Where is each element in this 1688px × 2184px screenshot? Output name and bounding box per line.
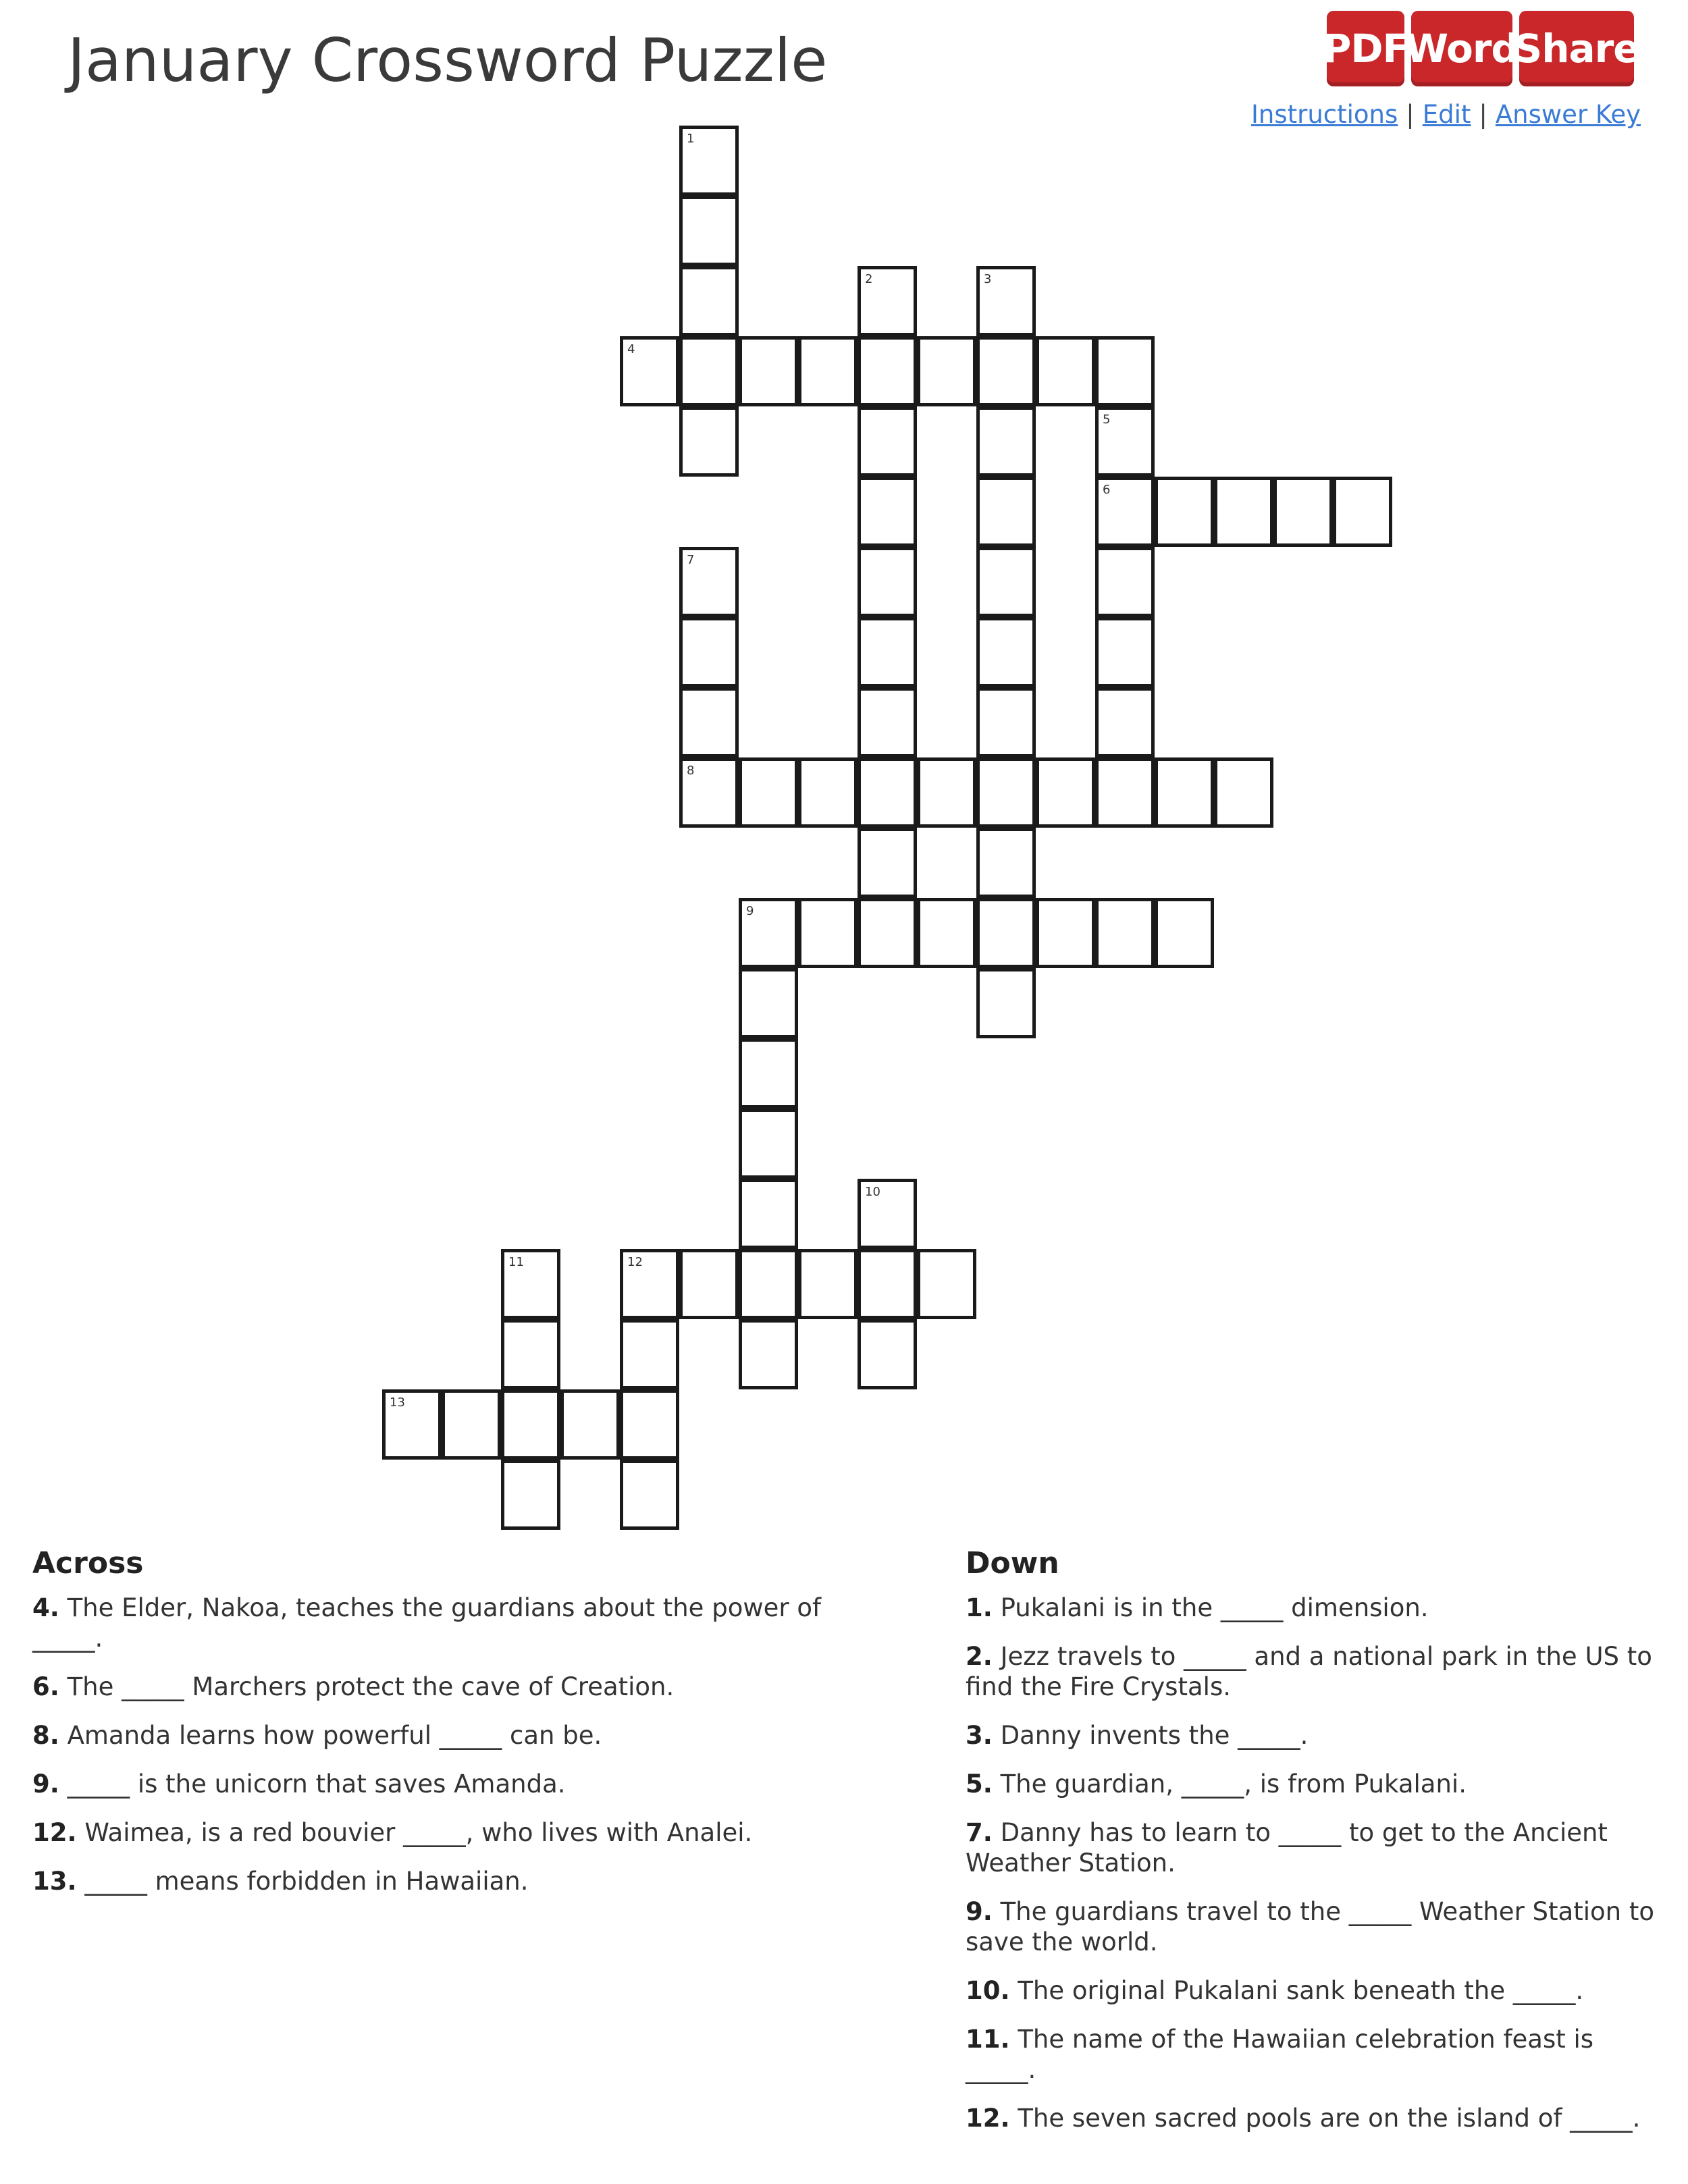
clue-number: 11. bbox=[966, 2025, 1010, 2054]
crossword-cell[interactable] bbox=[620, 1460, 679, 1530]
crossword-cell[interactable] bbox=[1036, 336, 1095, 406]
crossword-cell[interactable] bbox=[858, 898, 917, 968]
crossword-cell[interactable] bbox=[620, 1389, 679, 1460]
down-clue bbox=[966, 1896, 1668, 1957]
crossword-cell[interactable] bbox=[501, 1460, 560, 1530]
clue-text: Waimea, is a red bouvier _____, who lives with Analei. bbox=[84, 1818, 753, 1847]
word-button[interactable]: Word bbox=[1411, 11, 1512, 86]
clue-text: Danny has to learn to _____ to get to the Ancient Weather Station. bbox=[966, 1818, 1608, 1877]
crossword-cell[interactable] bbox=[798, 898, 858, 968]
crossword-cell[interactable] bbox=[798, 1249, 858, 1319]
clue-number: 2. bbox=[966, 1642, 993, 1671]
cell-number: 10 bbox=[865, 1185, 880, 1199]
clue-number: 8. bbox=[32, 1721, 59, 1750]
crossword-cell[interactable] bbox=[382, 1389, 442, 1460]
crossword-cell[interactable] bbox=[1095, 406, 1155, 477]
instructions-link[interactable]: Instructions bbox=[1250, 100, 1398, 129]
crossword-cell[interactable] bbox=[976, 757, 1036, 828]
cell-number: 6 bbox=[1103, 483, 1111, 497]
crossword-cell[interactable] bbox=[1095, 617, 1155, 687]
crossword-cell[interactable] bbox=[501, 1249, 560, 1319]
crossword-cell[interactable] bbox=[858, 1249, 917, 1319]
page-title: January Crossword Puzzle bbox=[68, 26, 828, 95]
down-clue bbox=[966, 2024, 1668, 2085]
cell-number: 1 bbox=[687, 132, 695, 146]
crossword-cell[interactable] bbox=[442, 1389, 501, 1460]
crossword-cell[interactable] bbox=[1333, 477, 1392, 547]
clue-text: _____ means forbidden in Hawaiian. bbox=[84, 1867, 529, 1896]
crossword-cell[interactable] bbox=[858, 406, 917, 477]
clue-number: 5. bbox=[966, 1769, 993, 1799]
clue-number: 9. bbox=[32, 1769, 59, 1799]
crossword-cell[interactable] bbox=[739, 968, 798, 1038]
cell-number: 2 bbox=[865, 272, 873, 286]
down-clue bbox=[966, 2103, 1668, 2133]
clue-number: 13. bbox=[32, 1867, 77, 1896]
clue-text: The name of the Hawaiian celebration feast is _____. bbox=[966, 2025, 1594, 2084]
crossword-cell[interactable] bbox=[858, 266, 917, 336]
crossword-cell[interactable] bbox=[1095, 898, 1155, 968]
crossword-cell[interactable] bbox=[917, 757, 976, 828]
crossword-cell[interactable] bbox=[739, 757, 798, 828]
link-separator: | bbox=[1479, 100, 1487, 129]
crossword-cell[interactable] bbox=[739, 1319, 798, 1389]
crossword-cell[interactable] bbox=[1155, 898, 1214, 968]
clue-number: 3. bbox=[966, 1721, 993, 1750]
crossword-cell[interactable] bbox=[679, 336, 739, 406]
across-clue bbox=[32, 1866, 843, 1896]
crossword-cell[interactable] bbox=[1095, 757, 1155, 828]
cell-number: 4 bbox=[627, 342, 635, 356]
crossword-cell[interactable] bbox=[739, 898, 798, 968]
crossword-cell[interactable] bbox=[798, 757, 858, 828]
crossword-cell[interactable] bbox=[679, 126, 739, 196]
clue-number: 12. bbox=[32, 1818, 77, 1847]
crossword-cell[interactable] bbox=[501, 1389, 560, 1460]
crossword-cell[interactable] bbox=[976, 617, 1036, 687]
crossword-cell[interactable] bbox=[1095, 547, 1155, 617]
crossword-cell[interactable] bbox=[858, 477, 917, 547]
crossword-cell[interactable] bbox=[858, 687, 917, 757]
crossword-cell[interactable] bbox=[739, 1179, 798, 1249]
crossword-cell[interactable] bbox=[917, 1249, 976, 1319]
down-clue bbox=[966, 1975, 1668, 2006]
crossword-cell[interactable] bbox=[917, 898, 976, 968]
clue-number: 1. bbox=[966, 1593, 993, 1622]
clue-text: The guardian, _____, is from Pukalani. bbox=[1000, 1769, 1467, 1799]
clue-text: The Elder, Nakoa, teaches the guardians about the power of _____. bbox=[32, 1593, 821, 1653]
crossword-cell[interactable] bbox=[976, 336, 1036, 406]
cell-number: 13 bbox=[390, 1395, 405, 1410]
clue-number: 12. bbox=[966, 2104, 1010, 2133]
answer-key-link[interactable]: Answer Key bbox=[1495, 100, 1641, 129]
crossword-cell[interactable] bbox=[1214, 477, 1273, 547]
pdf-button[interactable]: PDF bbox=[1327, 11, 1404, 86]
down-clue bbox=[966, 1720, 1668, 1751]
crossword-cell[interactable] bbox=[858, 336, 917, 406]
down-heading: Down bbox=[966, 1546, 1059, 1580]
cell-number: 8 bbox=[687, 764, 695, 778]
crossword-cell[interactable] bbox=[858, 1319, 917, 1389]
cell-number: 9 bbox=[746, 904, 754, 918]
down-clues bbox=[966, 1546, 1668, 2152]
across-clue bbox=[32, 1769, 843, 1799]
across-clues bbox=[32, 1546, 843, 1915]
share-button[interactable]: Share bbox=[1519, 11, 1634, 86]
across-heading: Across bbox=[32, 1546, 144, 1580]
crossword-cell[interactable] bbox=[739, 336, 798, 406]
crossword-cell[interactable] bbox=[976, 898, 1036, 968]
crossword-cell[interactable] bbox=[976, 547, 1036, 617]
crossword-cell[interactable] bbox=[858, 828, 917, 898]
crossword-cell[interactable] bbox=[679, 617, 739, 687]
crossword-cell[interactable] bbox=[679, 687, 739, 757]
crossword-cell[interactable] bbox=[1214, 757, 1273, 828]
down-clue bbox=[966, 1769, 1668, 1799]
crossword-cell[interactable] bbox=[739, 1109, 798, 1179]
crossword-cell[interactable] bbox=[976, 406, 1036, 477]
crossword-cell[interactable] bbox=[739, 1038, 798, 1109]
clue-number: 10. bbox=[966, 1976, 1010, 2005]
crossword-cell[interactable] bbox=[1095, 687, 1155, 757]
clue-text: _____ is the unicorn that saves Amanda. bbox=[67, 1769, 566, 1799]
down-clue bbox=[966, 1817, 1668, 1878]
crossword-cell[interactable] bbox=[620, 1249, 679, 1319]
crossword-cell[interactable] bbox=[976, 687, 1036, 757]
crossword-cell[interactable] bbox=[679, 196, 739, 266]
down-clue bbox=[966, 1641, 1668, 1702]
clue-text: The guardians travel to the _____ Weather Station to save the world. bbox=[966, 1897, 1654, 1956]
crossword-cell[interactable] bbox=[976, 968, 1036, 1038]
clue-number: 7. bbox=[966, 1818, 993, 1847]
across-clue bbox=[32, 1593, 843, 1653]
crossword-cell[interactable] bbox=[1155, 477, 1214, 547]
down-clue bbox=[966, 1593, 1668, 1623]
crossword-cell[interactable] bbox=[1095, 336, 1155, 406]
clue-text: The seven sacred pools are on the island of _____. bbox=[1018, 2104, 1641, 2133]
crossword-cell[interactable] bbox=[976, 828, 1036, 898]
cell-number: 12 bbox=[627, 1255, 643, 1269]
link-separator: | bbox=[1406, 100, 1415, 129]
crossword-cell[interactable] bbox=[917, 336, 976, 406]
crossword-cell[interactable] bbox=[1273, 477, 1333, 547]
clue-text: Danny invents the _____. bbox=[1000, 1721, 1309, 1750]
crossword-cell[interactable] bbox=[1036, 757, 1095, 828]
across-clue bbox=[32, 1817, 843, 1848]
clue-text: Pukalani is in the _____ dimension. bbox=[1000, 1593, 1429, 1622]
crossword-cell[interactable] bbox=[858, 1179, 917, 1249]
crossword-cell[interactable] bbox=[798, 336, 858, 406]
crossword-cell[interactable] bbox=[858, 757, 917, 828]
crossword-cell[interactable] bbox=[739, 1249, 798, 1319]
clue-number: 9. bbox=[966, 1897, 993, 1926]
crossword-cell[interactable] bbox=[1155, 757, 1214, 828]
crossword-cell[interactable] bbox=[1095, 477, 1155, 547]
crossword-cell[interactable] bbox=[976, 477, 1036, 547]
clue-text: The _____ Marchers protect the cave of Creation. bbox=[67, 1672, 675, 1701]
crossword-cell[interactable] bbox=[679, 406, 739, 477]
cell-number: 3 bbox=[984, 272, 992, 286]
crossword-cell[interactable] bbox=[501, 1319, 560, 1389]
crossword-cell[interactable] bbox=[858, 617, 917, 687]
clue-number: 6. bbox=[32, 1672, 59, 1701]
crossword-cell[interactable] bbox=[976, 266, 1036, 336]
cell-number: 11 bbox=[508, 1255, 524, 1269]
crossword-cell[interactable] bbox=[620, 336, 679, 406]
clue-text: Jezz travels to _____ and a national park in the US to find the Fire Crystals. bbox=[966, 1642, 1652, 1701]
across-clue bbox=[32, 1720, 843, 1751]
crossword-cell[interactable] bbox=[620, 1319, 679, 1389]
across-clue bbox=[32, 1672, 843, 1702]
clue-text: The original Pukalani sank beneath the _____. bbox=[1018, 1976, 1584, 2005]
crossword-cell[interactable] bbox=[858, 547, 917, 617]
crossword-cell[interactable] bbox=[679, 266, 739, 336]
crossword-cell[interactable] bbox=[560, 1389, 620, 1460]
crossword-cell[interactable] bbox=[679, 547, 739, 617]
cell-number: 7 bbox=[687, 553, 695, 567]
cell-number: 5 bbox=[1103, 412, 1111, 427]
crossword-cell[interactable] bbox=[679, 757, 739, 828]
crossword-cell[interactable] bbox=[1036, 898, 1095, 968]
crossword-cell[interactable] bbox=[679, 1249, 739, 1319]
edit-link[interactable]: Edit bbox=[1422, 100, 1471, 129]
clue-number: 4. bbox=[32, 1593, 59, 1622]
clue-text: Amanda learns how powerful _____ can be. bbox=[67, 1721, 602, 1750]
